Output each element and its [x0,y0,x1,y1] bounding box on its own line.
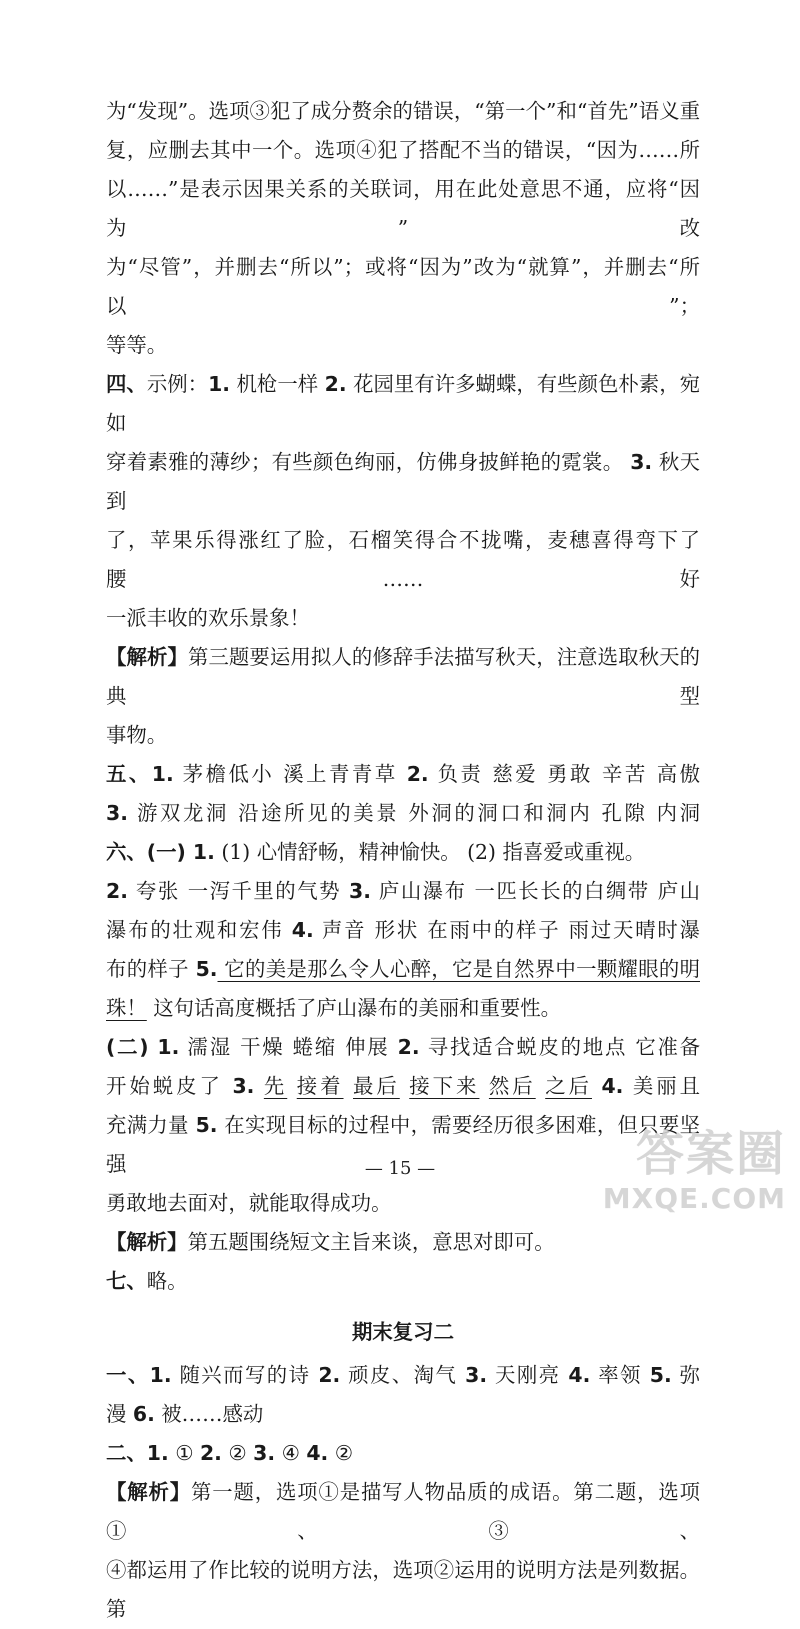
section-six: 六、(一) 1. (1) 心情舒畅，精神愉快。 (2) 指喜爱或重视。 [106,840,646,864]
text-line: 3. 游双龙洞 沿途所见的美景 外洞的洞口和洞内 孔隙 内洞 [106,801,700,825]
analysis-line: 【解析】第一题，选项①是描写人物品质的成语。第二题，选项①、③、 [106,1480,701,1543]
text-line: 勇敢地去面对，就能取得成功。 [106,1191,392,1215]
underlined-word: 然后 [488,1074,536,1098]
text-line: 为“尽管”，并删去“所以”；或将“因为”改为“就算”，并删去“所以”； [106,255,700,318]
text-line: 事物。 [106,723,168,747]
underlined-word: 之后 [545,1074,592,1098]
text-line: 以……”是表示因果关系的关联词，用在此处意思不通，应将“因为”改 [106,177,700,240]
text-line: ④都运用了作比较的说明方法，选项②运用的说明方法是列数据。第 [106,1558,700,1621]
analysis-line: 【解析】第三题要运用拟人的修辞手法描写秋天，注意选取秋天的典型 [106,645,701,708]
text-line: 布的样子 5. 它的美是那么令人心醉，它是自然界中一颗耀眼的明 [106,957,700,981]
text-line: 一派丰收的欢乐景象！ [106,606,310,630]
text-line: 复，应删去其中一个。选项④犯了搭配不当的错误，“因为……所 [106,138,700,162]
watermark-title: 答案圈 [635,1126,786,1182]
text-line: 2. 夸张 一泻千里的气势 3. 庐山瀑布 一匹长长的白绸带 庐山 [106,879,700,903]
underlined-word: 最后 [353,1074,400,1098]
text-line: 珠！ 这句话高度概括了庐山瀑布的美丽和重要性。 [106,996,562,1020]
text-line: 穿着素雅的薄纱；有些颜色绚丽，仿佛身披鲜艳的霓裳。 3. 秋天到 [106,450,700,513]
analysis-line: 【解析】第五题围绕短文主旨来谈，意思对即可。 [106,1230,555,1254]
text-line: 漫 6. 被……感动 [106,1402,264,1426]
section-seven: 七、略。 [106,1269,188,1293]
text-line: 充满力量 5. 在实现目标的过程中，需要经历很多困难，但只要坚强 [106,1113,700,1176]
review-section-one: 一、1. 随兴而写的诗 2. 顽皮、淘气 3. 天刚亮 4. 率领 5. 弥 [106,1363,701,1387]
page-number: — 15 — [364,1158,436,1179]
text-line: 等等。 [106,333,168,357]
section-five: 五、1. 茅檐低小 溪上青青草 2. 负责 慈爱 勇敢 辛苦 高傲 [106,762,700,786]
section-four: 四、示例：1. 机枪一样 2. 花园里有许多蝴蝶，有些颜色朴素，宛如 [106,372,701,435]
underlined-answer: 它的美是那么令人心醉，它是自然界中一颗耀眼的明 [217,957,700,981]
text-line: 为“发现”。选项③犯了成分赘余的错误，“第一个”和“首先”语义重 [106,99,700,123]
text-line: 了，苹果乐得涨红了脸，石榴笑得合不拢嘴，麦穗喜得弯下了腰……好 [106,528,700,591]
underlined-word: 接着 [296,1074,344,1098]
text-line: 开始蜕皮了 3. 先 接着 最后 接下来 然后 之后 4. 美丽且 [106,1074,701,1098]
section-heading: 期末复习二 [352,1320,454,1344]
underlined-word: 接下来 [409,1074,480,1098]
section-six-two: (二) 1. 濡湿 干燥 蜷缩 伸展 2. 寻找适合蜕皮的地点 它准备 [106,1035,700,1059]
watermark-url: MXQE.COM [602,1182,786,1215]
watermark-logo [546,1126,786,1226]
text-line: 瀑布的壮观和宏伟 4. 声音 形状 在雨中的样子 雨过天晴时瀑 [106,918,700,942]
underlined-word: 先 [263,1074,288,1098]
review-section-two: 二、1. ① 2. ② 3. ④ 4. ② [106,1441,354,1465]
answer-text [106,92,700,1629]
underlined-answer: 珠！ [106,996,147,1020]
